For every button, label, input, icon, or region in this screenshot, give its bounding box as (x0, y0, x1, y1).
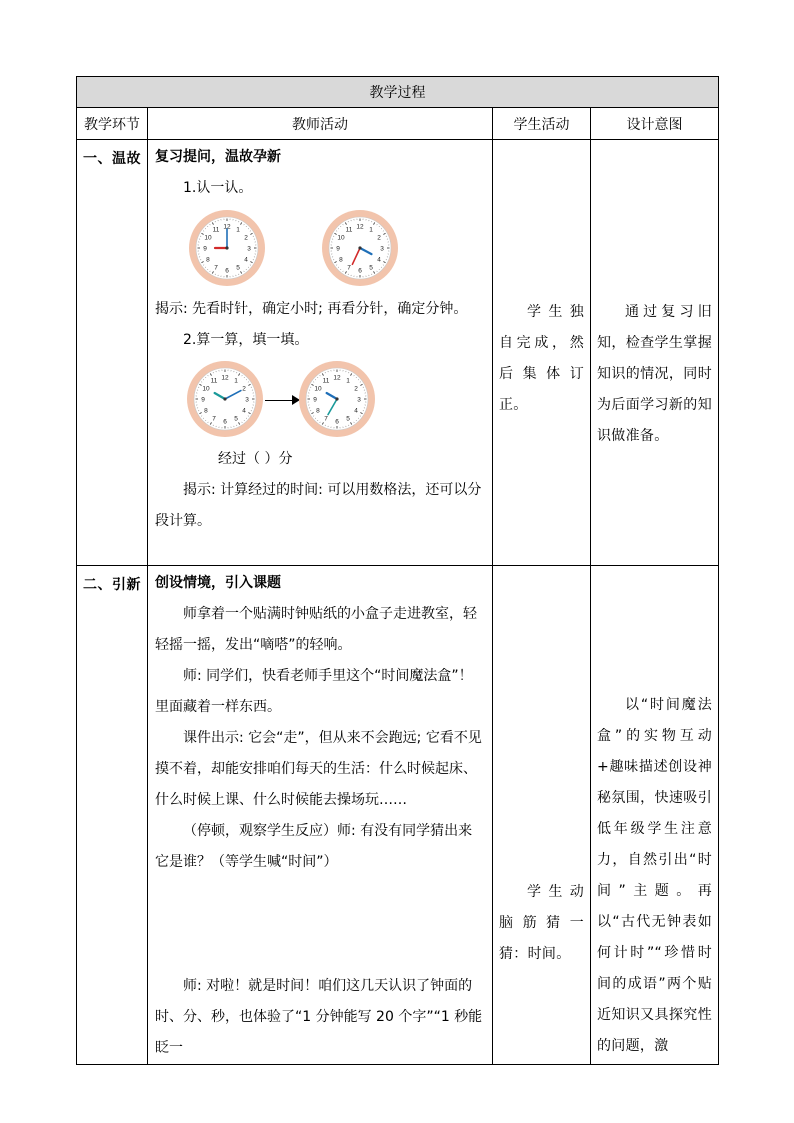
clock-number: 4 (377, 256, 381, 264)
paragraph: 师拿着一个贴满时钟贴纸的小盒子走进教室，轻轻摇一摇，发出“嘀嗒”的轻响。 (155, 606, 477, 653)
clock-number: 6 (335, 418, 339, 426)
table-title: 教学过程 (77, 77, 719, 108)
stage-review: 一、温故 (77, 140, 148, 566)
clock-number: 4 (242, 407, 246, 415)
paragraph: 课件出示: 它会“走”，但从来不会跑远; 它看不见摸不着，却能安排咱们每天的生活：什么时候起床、什么时候上课、什么时候能去操场玩…… (155, 730, 482, 808)
hint-elapsed: 揭示: 计算经过的时间: 可以用数格法，还可以分段计算。 (155, 482, 482, 529)
clock-number: 8 (206, 256, 210, 264)
clock-face-icon (297, 359, 377, 439)
clock-number: 2 (377, 234, 381, 242)
clock-number: 9 (313, 396, 317, 404)
clock-number: 3 (357, 396, 361, 404)
section-heading: 创设情境，引入课题 (155, 575, 281, 591)
clock-face-icon (187, 208, 267, 288)
header-intent: 设计意图 (591, 108, 719, 140)
clock-number: 2 (354, 385, 358, 393)
paragraph: （停顿，观察学生反应）师: 有没有同学猜出来它是谁？（等学生喊“时间”） (155, 823, 473, 870)
clock-number: 11 (345, 226, 353, 234)
clock-number: 2 (244, 234, 248, 242)
paragraph: 师: 同学们，快看老师手里这个“时间魔法盒”！里面藏着一样东西。 (155, 668, 473, 715)
clock-number: 5 (346, 415, 350, 423)
clock-number: 6 (223, 418, 227, 426)
hint-reading: 揭示: 先看时针，确定小时; 再看分针，确定分钟。 (155, 301, 468, 317)
clock-number: 9 (336, 245, 340, 253)
clock-number: 9 (201, 396, 205, 404)
clock-number: 8 (339, 256, 343, 264)
clock-number: 9 (203, 245, 207, 253)
clock-number: 1 (369, 226, 373, 234)
clock-number: 8 (316, 407, 320, 415)
header-student: 学生活动 (493, 108, 591, 140)
clock-number: 12 (221, 374, 229, 382)
student-activity-introduce (493, 566, 591, 1065)
clock-number: 7 (347, 264, 351, 272)
clock-number: 2 (242, 385, 246, 393)
clock-number: 3 (380, 245, 384, 253)
student-text: 学 生 动脑筋猜一猜：时间。 (499, 884, 584, 962)
clock-number: 10 (337, 234, 345, 242)
header-stage: 教学环节 (77, 108, 148, 140)
design-intent-review (591, 140, 719, 566)
clock-number: 7 (324, 415, 328, 423)
elapsed-blank: 经过（ ）分 (218, 451, 293, 467)
clock-number: 10 (314, 385, 322, 393)
teacher-activity-review (148, 140, 493, 566)
clock-number: 3 (247, 245, 251, 253)
clock-number: 7 (214, 264, 218, 272)
task-calculate: 2.算一算，填一填。 (183, 332, 309, 348)
clock-face-icon (320, 208, 400, 288)
clock-number: 3 (245, 396, 249, 404)
clock-number: 1 (346, 377, 350, 385)
teacher-activity-introduce (148, 566, 493, 1065)
clock-number: 5 (234, 415, 238, 423)
clock-number: 11 (322, 377, 330, 385)
clock-number: 7 (212, 415, 216, 423)
clock-face-icon (185, 359, 265, 439)
header-teacher: 教师活动 (148, 108, 493, 140)
clock-number: 12 (333, 374, 341, 382)
clock-row-2 (155, 356, 486, 444)
clock-number: 1 (236, 226, 240, 234)
section-heading: 复习提问，温故孕新 (155, 149, 281, 165)
clock-number: 5 (236, 264, 240, 272)
student-activity-review (493, 140, 591, 566)
stage-introduce: 二、引新 (77, 566, 148, 1065)
clock-number: 10 (202, 385, 210, 393)
clock-number: 8 (204, 407, 208, 415)
clock-row-1 (155, 204, 486, 294)
clock-number: 4 (354, 407, 358, 415)
clock-number: 10 (204, 234, 212, 242)
clock-number: 11 (210, 377, 218, 385)
clock-number: 1 (234, 377, 238, 385)
clock-number: 12 (223, 223, 231, 231)
design-intent-introduce (591, 566, 719, 1065)
paragraph: 师: 对啦！就是时间！咱们这几天认识了钟面的时、分、秒，也体验了“1 分钟能写 20 个字”“1 秒能眨一 (155, 978, 483, 1056)
clock-number: 6 (225, 267, 229, 275)
student-text: 学 生 独自完成，然后集体订正。 (499, 304, 584, 413)
task-recognize: 1.认一认。 (183, 180, 253, 196)
intent-text: 以“时间魔法盒”的实物互动+趣味描述创设神秘氛围，快速吸引低年级学生注意力，自然引出“时间”主题。再以“古代无钟表如何计时”“珍惜时间的成语”两个贴近知识又具探究性的问题，激 (597, 697, 712, 1054)
arrow-right-icon (265, 400, 293, 401)
clock-number: 11 (212, 226, 220, 234)
intent-text: 通过复习旧知，检查学生掌握知识的情况，同时为后面学习新的知识做准备。 (597, 304, 712, 444)
clock-number: 12 (356, 223, 364, 231)
clock-number: 5 (369, 264, 373, 272)
clock-number: 6 (358, 267, 362, 275)
lesson-process-table (76, 76, 719, 1065)
clock-number: 4 (244, 256, 248, 264)
